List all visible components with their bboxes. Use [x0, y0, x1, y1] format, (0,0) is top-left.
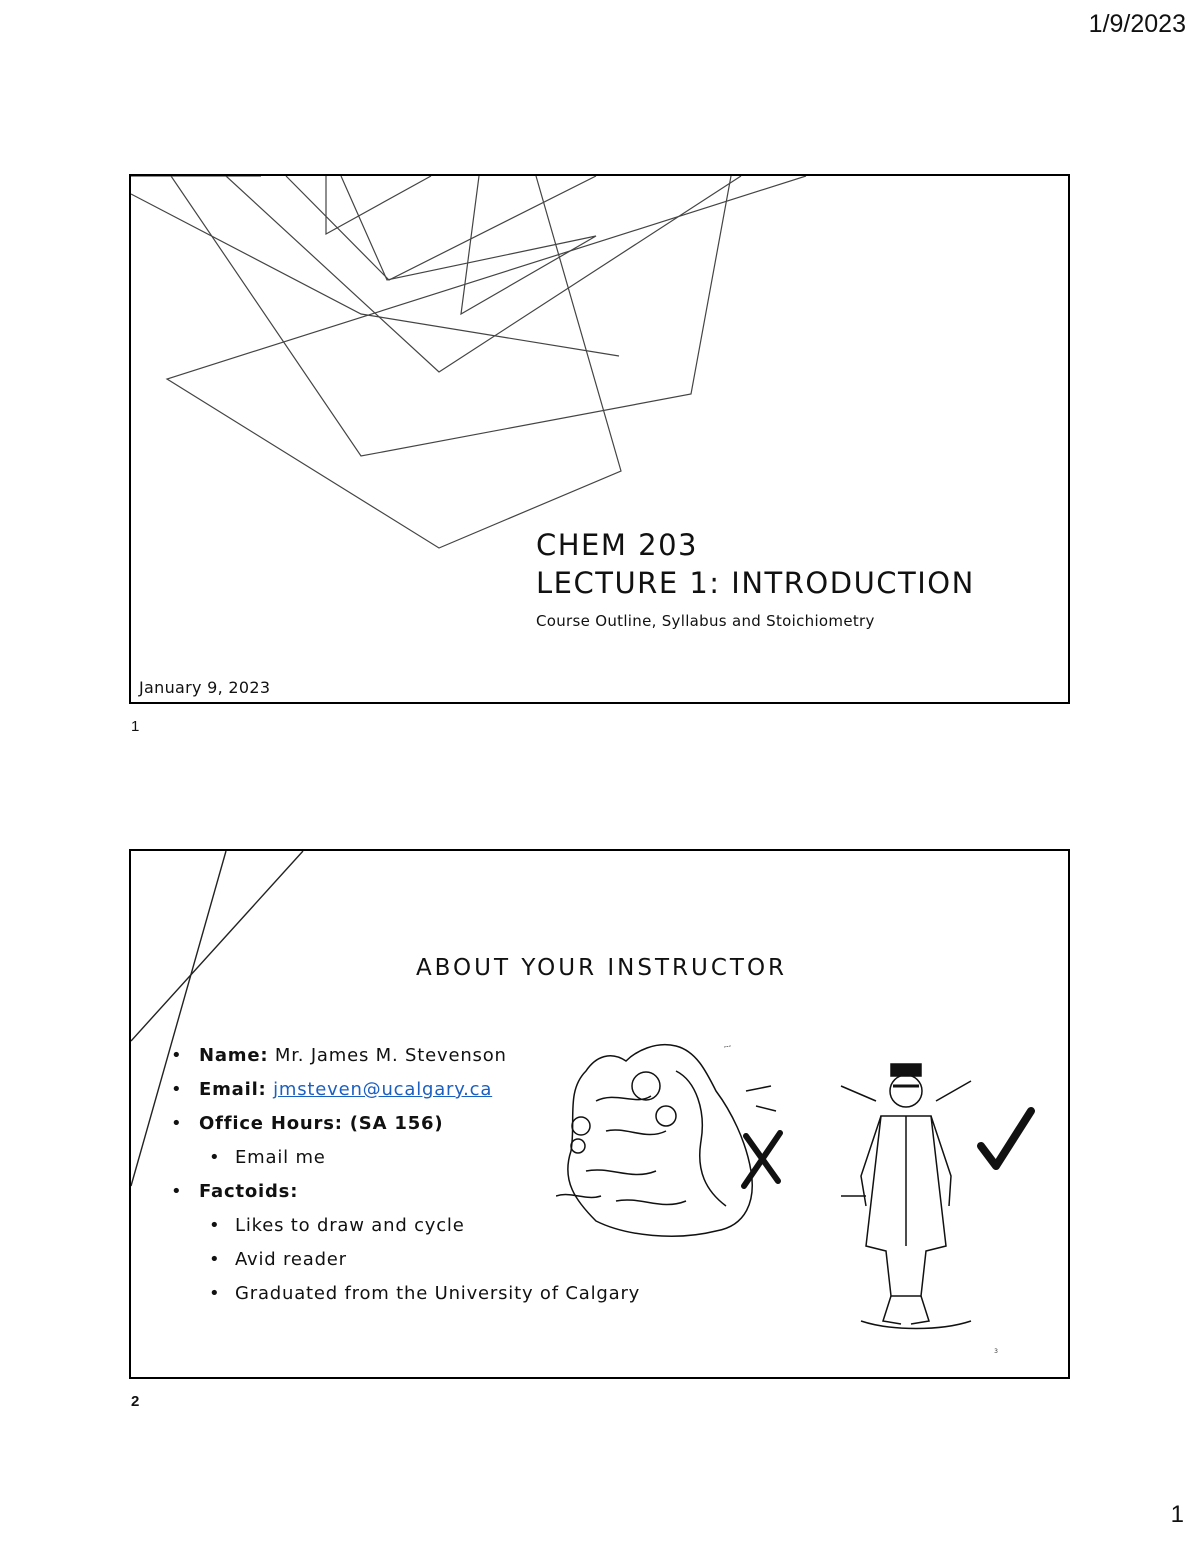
slide-1 — [129, 174, 1070, 704]
course-title: CHEM 203 — [536, 528, 698, 562]
factoid: Likes to draw and cycle — [235, 1215, 465, 1236]
title-block — [536, 526, 975, 630]
factoid: Graduated from the University of Calgary — [235, 1283, 641, 1304]
slide-date: January 9, 2023 — [139, 678, 271, 697]
proper-scientist-illustration — [821, 1046, 1041, 1336]
lecture-title: LECTURE 1: INTRODUCTION — [536, 566, 975, 600]
list-item — [171, 1277, 640, 1311]
slide-2 — [129, 849, 1070, 1379]
slide-subtitle: Course Outline, Syllabus and Stoichiometry — [536, 612, 875, 630]
messy-scientist-illustration — [556, 1031, 816, 1256]
page-date: 1/9/2023 — [1088, 10, 1186, 38]
email-label: Email: — [199, 1079, 267, 1100]
svg-text:---: --- — [722, 1041, 732, 1051]
factoid: Avid reader — [235, 1249, 347, 1270]
inner-slide-number: 3 — [994, 1348, 998, 1355]
email-link[interactable]: jmsteven@ucalgary.ca — [273, 1079, 493, 1100]
instructor-name: Mr. James M. Stevenson — [274, 1045, 507, 1066]
name-label: Name: — [199, 1045, 269, 1066]
office-hours-label: Office Hours: (SA 156) — [199, 1113, 444, 1134]
slide-1-number: 1 — [131, 718, 140, 735]
office-hours-value: Email me — [235, 1147, 326, 1168]
slide-2-number: 2 — [131, 1393, 140, 1410]
factoids-label: Factoids: — [199, 1181, 299, 1202]
slide-title: ABOUT YOUR INSTRUCTOR — [415, 955, 788, 981]
page-number: 1 — [1170, 1501, 1184, 1528]
